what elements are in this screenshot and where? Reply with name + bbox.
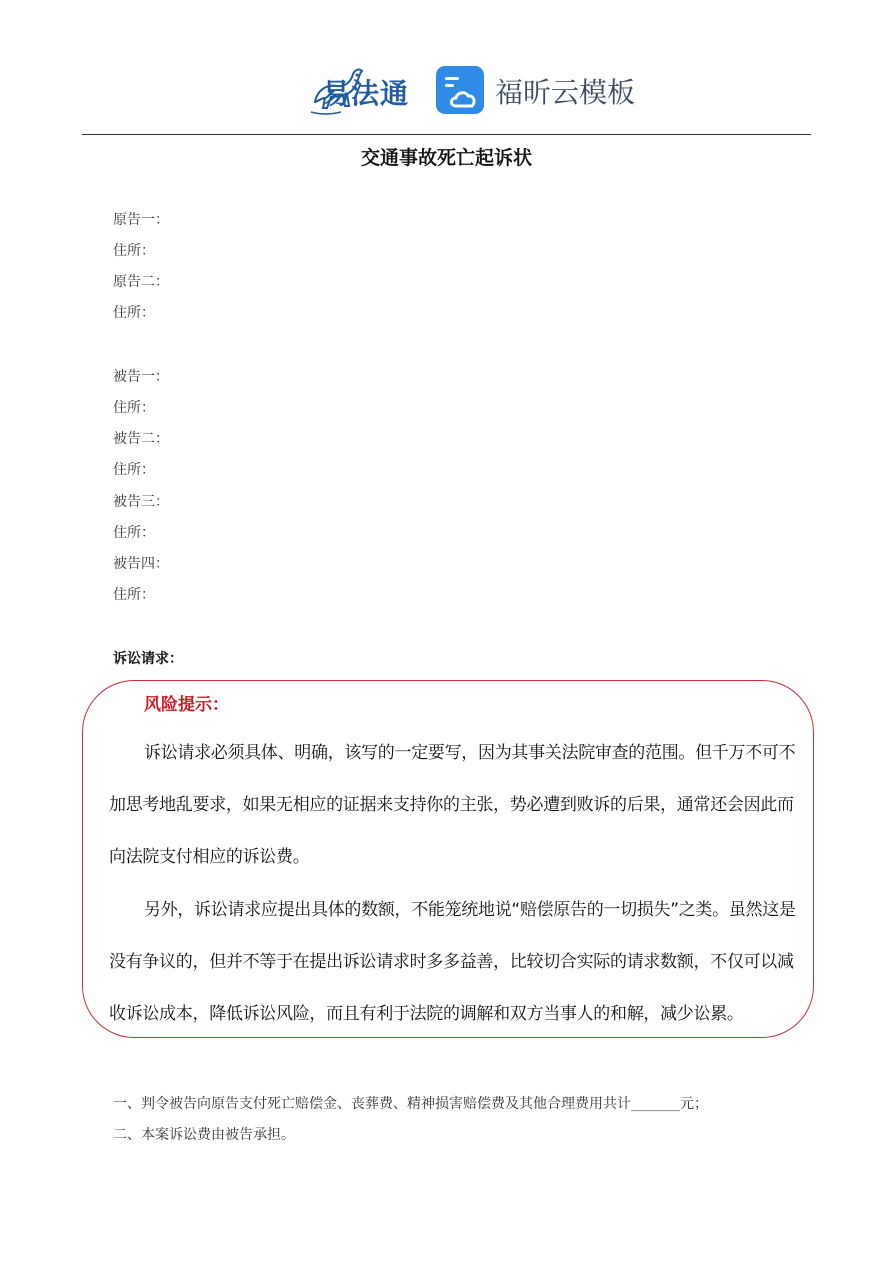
risk-paragraph-2: 另外，诉讼请求应提出具体的数额，不能笼统地说“赔偿原告的一切损失”之类。虽然这是没有争议的，但并不等于在提出诉讼请求时多多益善，比较切合实际的请求数额，不仅可以减收诉讼成本，降低诉讼风险，而且有利于法院的调解和双方当事人的和解，减少讼累。 <box>109 900 796 1024</box>
risk-notice-title: 风险提示： <box>144 695 229 715</box>
defendant-4-label: 被告四： <box>113 556 169 572</box>
risk-paragraph-1: 诉讼请求必须具体、明确，该写的一定要写，因为其事关法院审查的范围。但千万不可不加思考地乱要求，如果无相应的证据来支持你的主张，势必遭到败诉的后果，通常还会因此而向法院支付相应的诉讼费。 <box>109 743 796 867</box>
cloud-document-icon <box>436 66 484 114</box>
plaintiff-1-address: 住所： <box>113 243 155 259</box>
header <box>0 58 893 128</box>
defendant-3-label: 被告三： <box>113 494 169 510</box>
document-title: 交通事故死亡起诉状 <box>360 147 532 169</box>
claim-item-1: 一、判令被告向原告支付死亡赔偿金、丧葬费、精神损害赔偿费及其他合理费用共计_______元； <box>113 1096 708 1112</box>
defendant-2-label: 被告二： <box>113 431 169 447</box>
logo2-text: 福昕云模板 <box>495 76 636 109</box>
claim-item-2: 二、本案诉讼费由被告承担。 <box>113 1127 295 1143</box>
plaintiff-2-address: 住所： <box>113 305 155 321</box>
defendant-1-address: 住所： <box>113 400 155 416</box>
logo1-text: 易法通 <box>322 77 410 110</box>
defendant-1-label: 被告一： <box>113 369 169 385</box>
defendant-2-address: 住所： <box>113 462 155 478</box>
header-divider <box>82 134 811 135</box>
plaintiff-2-label: 原告二： <box>113 274 169 290</box>
plaintiff-1-label: 原告一： <box>113 212 169 228</box>
defendant-3-address: 住所： <box>113 525 155 541</box>
defendant-4-address: 住所： <box>113 587 155 603</box>
claims-label: 诉讼请求： <box>113 651 183 667</box>
